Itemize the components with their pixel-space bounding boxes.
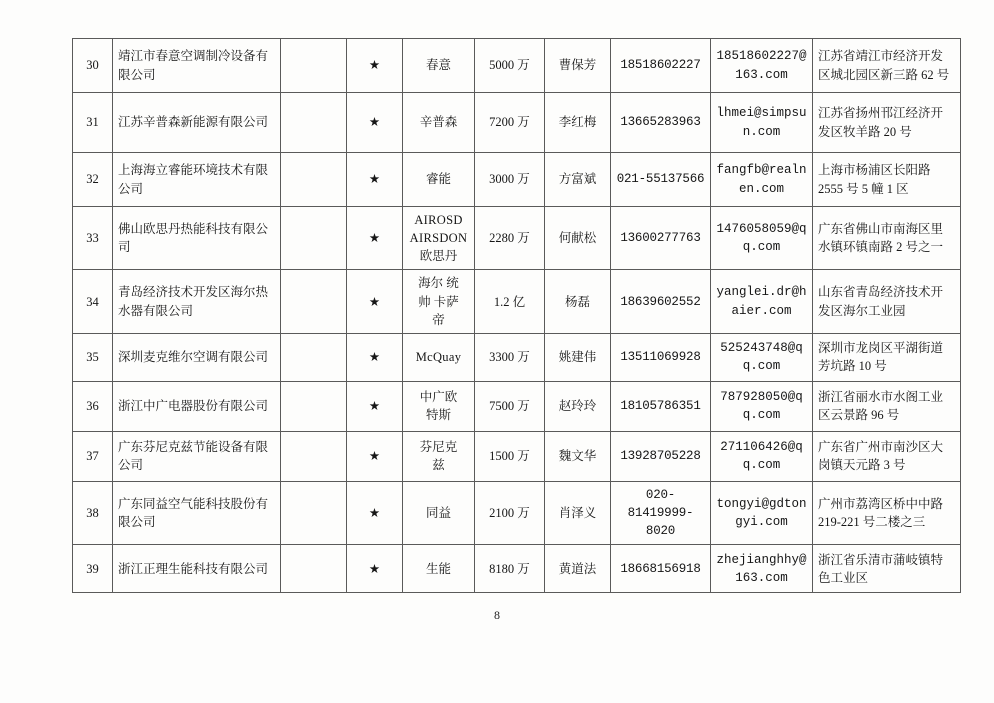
star-rating: ★ (347, 545, 403, 593)
page-number: 8 (494, 608, 500, 622)
blank-cell (281, 333, 347, 381)
brand-name: 睿能 (403, 153, 475, 207)
row-index: 37 (73, 431, 113, 481)
star-rating: ★ (347, 39, 403, 93)
company-name: 广东同益空气能科技股份有限公司 (113, 481, 281, 544)
contact-phone: 18668156918 (611, 545, 711, 593)
table-row (73, 431, 961, 481)
blank-cell (281, 481, 347, 544)
star-rating: ★ (347, 431, 403, 481)
blank-cell (281, 381, 347, 431)
registered-capital: 5000 万 (475, 39, 545, 93)
company-name: 浙江中广电器股份有限公司 (113, 381, 281, 431)
table-row (73, 39, 961, 93)
blank-cell (281, 93, 347, 153)
registered-capital: 3000 万 (475, 153, 545, 207)
contact-email: lhmei@simpsun.com (711, 93, 813, 153)
brand-name: 辛普森 (403, 93, 475, 153)
brand-line: 兹 (432, 458, 445, 473)
table-row (73, 153, 961, 207)
row-index: 32 (73, 153, 113, 207)
contact-person: 黄道法 (545, 545, 611, 593)
row-index: 38 (73, 481, 113, 544)
contact-email: fangfb@realnen.com (711, 153, 813, 207)
brand-name: 春意 (403, 39, 475, 93)
registered-capital: 7200 万 (475, 93, 545, 153)
company-name: 青岛经济技术开发区海尔热水器有限公司 (113, 270, 281, 333)
brand-line: AIRSDON (409, 231, 468, 246)
contact-phone: 13600277763 (611, 207, 711, 270)
contact-phone: 13511069928 (611, 333, 711, 381)
contact-phone: 18639602552 (611, 270, 711, 333)
row-index: 39 (73, 545, 113, 593)
table-row (73, 93, 961, 153)
company-address: 广东省广州市南沙区大岗镇天元路 3 号 (813, 431, 961, 481)
company-name: 上海海立睿能环境技术有限公司 (113, 153, 281, 207)
row-index: 30 (73, 39, 113, 93)
registered-capital: 2280 万 (475, 207, 545, 270)
contact-person: 魏文华 (545, 431, 611, 481)
star-rating: ★ (347, 153, 403, 207)
brand-line: 芬尼克 (419, 440, 458, 455)
contact-email: zhejianghhy@163.com (711, 545, 813, 593)
registered-capital: 3300 万 (475, 333, 545, 381)
company-address: 深圳市龙岗区平湖街道芳坑路 10 号 (813, 333, 961, 381)
registered-capital: 1500 万 (475, 431, 545, 481)
brand-name (403, 207, 475, 270)
contact-email: tongyi@gdtongyi.com (711, 481, 813, 544)
table-row (73, 207, 961, 270)
table-row (73, 333, 961, 381)
brand-line: 中广欧 (419, 390, 458, 405)
contact-email: 271106426@qq.com (711, 431, 813, 481)
blank-cell (281, 270, 347, 333)
registered-capital: 8180 万 (475, 545, 545, 593)
star-rating: ★ (347, 93, 403, 153)
table-row (73, 381, 961, 431)
contact-phone: 13665283963 (611, 93, 711, 153)
company-address: 山东省青岛经济技术开发区海尔工业园 (813, 270, 961, 333)
contact-phone: 13928705228 (611, 431, 711, 481)
company-name: 浙江正理生能科技有限公司 (113, 545, 281, 593)
registered-capital: 7500 万 (475, 381, 545, 431)
company-address: 江苏省靖江市经济开发区城北园区新三路 62 号 (813, 39, 961, 93)
company-address: 广州市荔湾区桥中中路 219-221 号二楼之三 (813, 481, 961, 544)
contact-person: 方富斌 (545, 153, 611, 207)
contact-person: 赵玲玲 (545, 381, 611, 431)
blank-cell (281, 431, 347, 481)
table-row (73, 545, 961, 593)
contact-person: 李红梅 (545, 93, 611, 153)
brand-name (403, 431, 475, 481)
star-rating: ★ (347, 333, 403, 381)
company-name: 江苏辛普森新能源有限公司 (113, 93, 281, 153)
blank-cell (281, 153, 347, 207)
brand-name (403, 381, 475, 431)
company-address: 江苏省扬州邗江经济开发区牧羊路 20 号 (813, 93, 961, 153)
brand-line: 海尔 统 (418, 276, 459, 291)
registered-capital: 2100 万 (475, 481, 545, 544)
company-address: 广东省佛山市南海区里水镇环镇南路 2 号之一 (813, 207, 961, 270)
registered-capital: 1.2 亿 (475, 270, 545, 333)
contact-person: 何献松 (545, 207, 611, 270)
company-address: 浙江省乐清市蒲岐镇特色工业区 (813, 545, 961, 593)
company-name: 靖江市春意空调制冷设备有限公司 (113, 39, 281, 93)
contact-phone: 18518602227 (611, 39, 711, 93)
table-row (73, 481, 961, 544)
contact-person: 曹保芳 (545, 39, 611, 93)
row-index: 36 (73, 381, 113, 431)
company-name: 佛山欧思丹热能科技有限公司 (113, 207, 281, 270)
star-rating: ★ (347, 381, 403, 431)
row-index: 33 (73, 207, 113, 270)
contact-email: 525243748@qq.com (711, 333, 813, 381)
company-name: 广东芬尼克兹节能设备有限公司 (113, 431, 281, 481)
company-registry-table (72, 38, 961, 593)
contact-phone: 021-55137566 (611, 153, 711, 207)
company-address: 上海市杨浦区长阳路 2555 号 5 幢 1 区 (813, 153, 961, 207)
contact-person: 肖泽义 (545, 481, 611, 544)
row-index: 31 (73, 93, 113, 153)
blank-cell (281, 545, 347, 593)
brand-name: McQuay (403, 333, 475, 381)
brand-line: 帅 卡萨 (418, 294, 459, 309)
brand-line: 帝 (432, 312, 445, 327)
contact-phone: 020-81419999-8020 (611, 481, 711, 544)
star-rating: ★ (347, 207, 403, 270)
company-name: 深圳麦克维尔空调有限公司 (113, 333, 281, 381)
contact-person: 姚建伟 (545, 333, 611, 381)
contact-email: yanglei.dr@haier.com (711, 270, 813, 333)
star-rating: ★ (347, 270, 403, 333)
table-container (72, 38, 950, 593)
contact-email: 18518602227@163.com (711, 39, 813, 93)
brand-name: 生能 (403, 545, 475, 593)
star-rating: ★ (347, 481, 403, 544)
company-address: 浙江省丽水市水阁工业区云景路 96 号 (813, 381, 961, 431)
brand-line: 欧思丹 (419, 249, 458, 264)
table-row (73, 270, 961, 333)
blank-cell (281, 39, 347, 93)
brand-name (403, 270, 475, 333)
brand-line: AIROSD (414, 213, 463, 227)
row-index: 34 (73, 270, 113, 333)
contact-phone: 18105786351 (611, 381, 711, 431)
brand-name: 同益 (403, 481, 475, 544)
contact-email: 1476058059@qq.com (711, 207, 813, 270)
brand-line: 特斯 (425, 408, 451, 423)
contact-person: 杨磊 (545, 270, 611, 333)
blank-cell (281, 207, 347, 270)
contact-email: 787928050@qq.com (711, 381, 813, 431)
row-index: 35 (73, 333, 113, 381)
